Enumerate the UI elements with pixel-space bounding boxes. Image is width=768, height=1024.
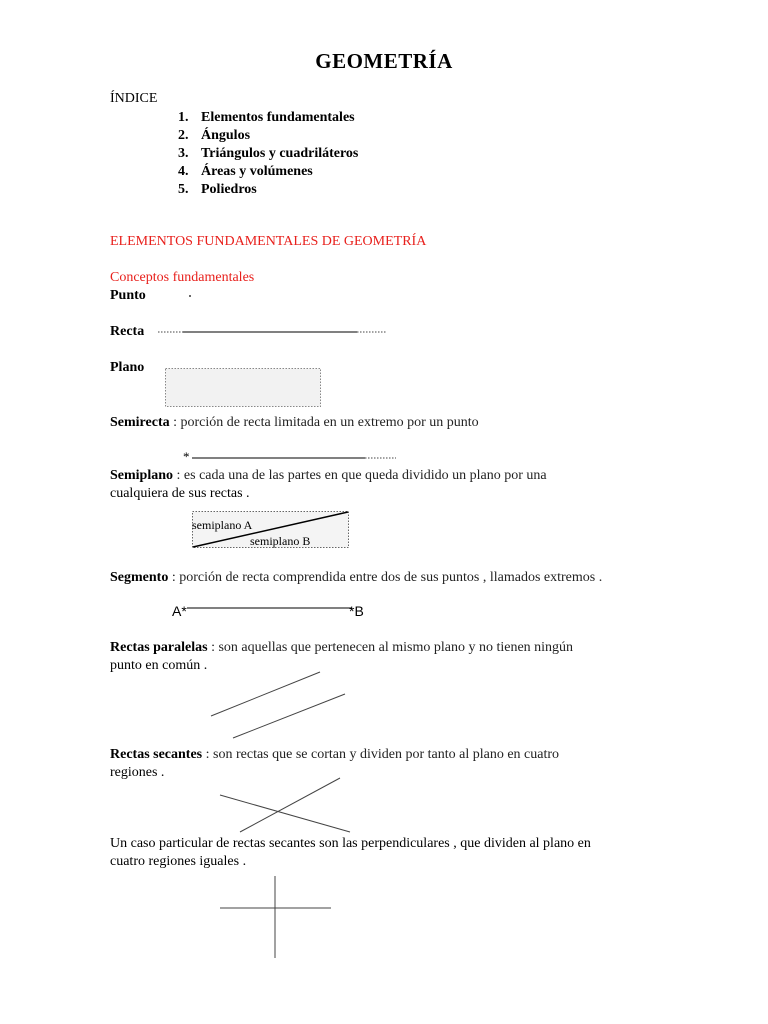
parallel-lines-figure	[211, 672, 345, 738]
perpendiculares-text-2: cuatro regiones iguales .	[110, 854, 247, 869]
segment-endpoint-a: A*	[172, 603, 187, 619]
semiplano-definition	[110, 467, 547, 485]
paralelas-text-1: : son aquellas que pertenecen al mismo plano y no tienen ningún	[207, 640, 574, 655]
index-item-number: 5.	[178, 182, 189, 197]
index-item-label: Ángulos	[201, 128, 251, 143]
point-figure	[189, 295, 191, 297]
index-item-label: Triángulos y cuadriláteros	[201, 146, 359, 161]
index-heading: ÍNDICE	[110, 91, 158, 106]
semirecta-text: : porción de recta limitada en un extremo por un punto	[169, 415, 479, 430]
segmento-term: Segmento	[110, 570, 169, 585]
semiplano-term: Semiplano	[110, 468, 174, 483]
paralelas-term: Rectas paralelas	[110, 640, 208, 655]
section-subheading: Conceptos fundamentales	[110, 270, 255, 285]
secantes-text-2: regiones .	[110, 765, 165, 780]
section-heading: ELEMENTOS FUNDAMENTALES DE GEOMETRÍA	[110, 234, 427, 249]
semiplano-a-label: semiplano A	[192, 518, 253, 532]
segmento-text: : porción de recta comprendida entre dos de sus puntos , llamados extremos .	[168, 570, 603, 585]
semiplano-text-1: : es cada una de las partes en que queda dividido un plano por una	[173, 468, 547, 483]
perpendicular-lines-figure	[220, 876, 331, 958]
ray-endpoint-star: *	[183, 449, 190, 464]
index-item-number: 1.	[178, 110, 189, 125]
segment-endpoint-b: *B	[349, 603, 364, 619]
document-title: GEOMETRÍA	[315, 49, 453, 73]
segmento-definition	[110, 569, 602, 587]
index-item-label: Poliedros	[201, 182, 257, 197]
index-item-number: 2.	[178, 128, 189, 143]
index-item-number: 3.	[178, 146, 189, 161]
semirecta-term: Semirecta	[110, 415, 170, 430]
recta-label: Recta	[110, 324, 145, 339]
index-item-label: Áreas y volúmenes	[201, 164, 313, 179]
perpendiculares-text-1: Un caso particular de rectas secantes son las perpendiculares , que dividen al plano en	[110, 836, 591, 851]
plane-figure	[166, 369, 321, 407]
index-item-number: 4.	[178, 164, 189, 179]
paralelas-definition	[110, 639, 573, 657]
secantes-definition	[110, 746, 559, 764]
semiplano-b-label: semiplano B	[250, 534, 311, 548]
index-item-label: Elementos fundamentales	[201, 110, 355, 125]
punto-label: Punto	[110, 288, 146, 303]
semiplano-text-2: cualquiera de sus rectas .	[110, 486, 250, 501]
semirecta-definition	[110, 414, 479, 432]
secant-lines-figure	[220, 778, 350, 832]
secantes-term: Rectas secantes	[110, 747, 203, 762]
paralelas-text-2: punto en común .	[110, 658, 208, 673]
plano-label: Plano	[110, 360, 145, 375]
secantes-text-1: : son rectas que se cortan y dividen por tanto al plano en cuatro	[202, 747, 560, 762]
